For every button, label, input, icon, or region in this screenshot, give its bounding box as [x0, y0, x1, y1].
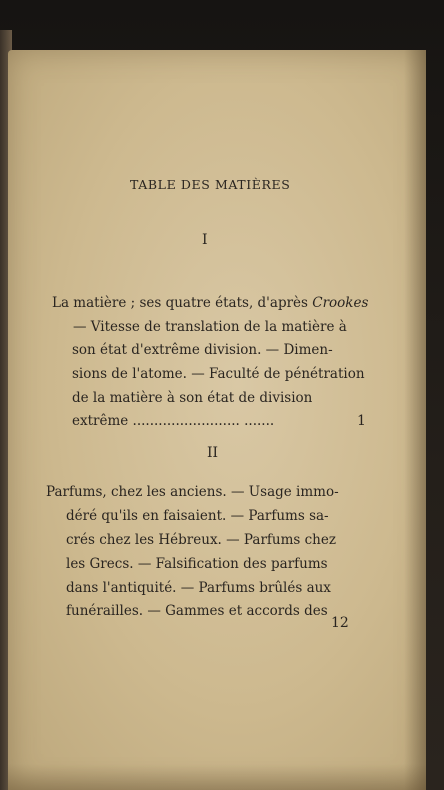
section-1-line-5: de la matière à son état de division — [72, 390, 313, 406]
section-2-line-1: Parfums, chez les anciens. — Usage immo- — [46, 484, 339, 500]
table-of-contents-heading: TABLE DES MATIÈRES — [130, 177, 291, 192]
section-1-line-2: — Vitesse de translation de la matière à — [73, 319, 347, 335]
section-1-line-6: extrême ......................... ....... — [72, 413, 275, 429]
section-2-line-5: dans l'antiquité. — Parfums brûlés aux — [66, 580, 331, 596]
page-shadow — [404, 50, 426, 790]
section-numeral-1: I — [202, 232, 208, 248]
section-numeral-2: II — [207, 445, 219, 461]
author-name-crookes: Crookes — [312, 295, 369, 311]
section-2-line-4: les Grecs. — Falsification des parfums — [66, 556, 328, 572]
section-2-line-6: funérailles. — Gammes et accords des — [66, 603, 328, 619]
page-bottom-edge — [8, 764, 426, 790]
section-2-line-3: crés chez les Hébreux. — Parfums chez — [66, 532, 336, 548]
section-1-page-number: 1 — [357, 413, 366, 429]
section-2-page-number: 12 — [331, 615, 349, 631]
section-1-line-3: son état d'extrême division. — Dimen- — [72, 342, 333, 358]
section-1-line-1: La matière ; ses quatre états, d'après Crookes — [52, 295, 369, 311]
section-1-line-4: sions de l'atome. — Faculté de pénétration — [72, 366, 365, 382]
section-2-line-2: déré qu'ils en faisaient. — Parfums sa- — [66, 508, 329, 524]
